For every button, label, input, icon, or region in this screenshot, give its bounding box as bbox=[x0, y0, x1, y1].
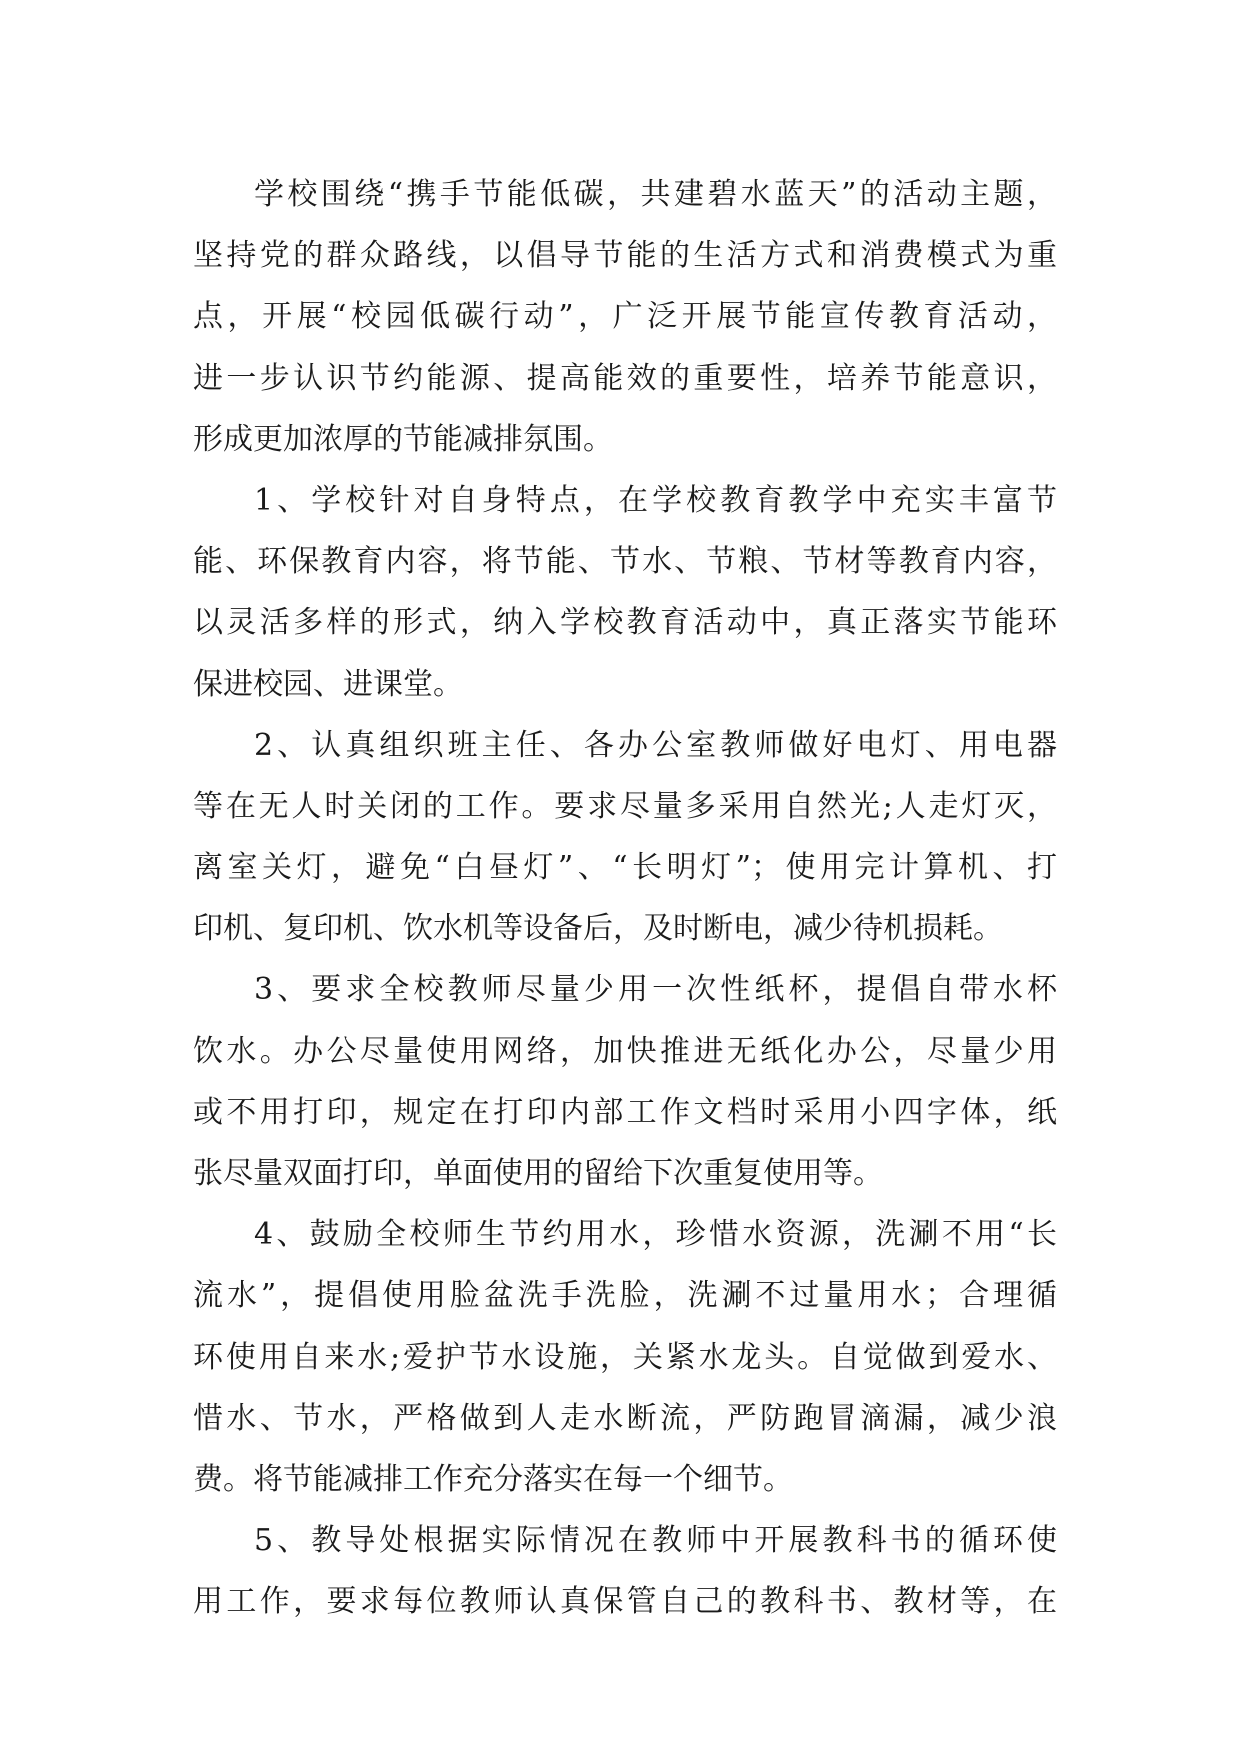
text-line: 费。将节能减排工作充分落实在每一个细节。 bbox=[193, 1461, 793, 1497]
text-line: 学校围绕“携手节能低碳，共建碧水蓝天”的活动主题， bbox=[254, 177, 1057, 212]
paragraph-item-4 bbox=[193, 1204, 1057, 1510]
document-body bbox=[193, 164, 1057, 1633]
text-line: 点，开展“校园低碳行动”，广泛开展节能宣传教育活动， bbox=[193, 299, 1057, 335]
text-line: 用工作，要求每位教师认真保管自己的教科书、教材等，在 bbox=[193, 1584, 1057, 1620]
text-line: 流水”，提倡使用脸盆洗手洗脸，洗涮不过量用水；合理循 bbox=[193, 1278, 1057, 1314]
text-line: 等在无人时关闭的工作。要求尽量多采用自然光;人走灯灭， bbox=[193, 788, 1057, 824]
text-line: 张尽量双面打印，单面使用的留给下次重复使用等。 bbox=[193, 1156, 883, 1191]
text-line: 4、鼓励全校师生节约用水，珍惜水资源，洗涮不用“长 bbox=[254, 1217, 1057, 1253]
text-line: 进一步认识节约能源、提高能效的重要性，培养节能意识， bbox=[193, 360, 1057, 396]
text-line: 形成更加浓厚的节能减排氛围。 bbox=[193, 421, 613, 457]
paragraph-item-1 bbox=[193, 470, 1057, 715]
text-line: 保进校园、进课堂。 bbox=[193, 666, 463, 702]
text-line: 环使用自来水;爱护节水设施，关紧水龙头。自觉做到爱水、 bbox=[193, 1339, 1057, 1375]
paragraph-intro bbox=[193, 164, 1057, 470]
text-line: 能、环保教育内容，将节能、节水、节粮、节材等教育内容， bbox=[193, 544, 1057, 580]
text-line: 以灵活多样的形式，纳入学校教育活动中，真正落实节能环 bbox=[193, 605, 1057, 641]
text-line: 离室关灯，避免“白昼灯”、“长明灯”；使用完计算机、打 bbox=[193, 850, 1057, 886]
text-line: 印机、复印机、饮水机等设备后，及时断电，减少待机损耗。 bbox=[193, 911, 1003, 947]
text-line: 惜水、节水，严格做到人走水断流，严防跑冒滴漏，减少浪 bbox=[193, 1400, 1057, 1436]
text-line: 1、学校针对自身特点，在学校教育教学中充实丰富节 bbox=[254, 482, 1057, 518]
text-line: 2、认真组织班主任、各办公室教师做好电灯、用电器 bbox=[254, 727, 1057, 763]
paragraph-item-5 bbox=[193, 1510, 1057, 1632]
paragraph-item-2 bbox=[193, 715, 1057, 960]
text-line: 坚持党的群众路线，以倡导节能的生活方式和消费模式为重 bbox=[193, 238, 1057, 274]
text-line: 3、要求全校教师尽量少用一次性纸杯，提倡自带水杯 bbox=[254, 972, 1057, 1008]
paragraph-item-3 bbox=[193, 959, 1057, 1204]
text-line: 饮水。办公尽量使用网络，加快推进无纸化办公，尽量少用 bbox=[193, 1033, 1057, 1069]
text-line: 5、教导处根据实际情况在教师中开展教科书的循环使 bbox=[254, 1523, 1057, 1559]
text-line: 或不用打印，规定在打印内部工作文档时采用小四字体，纸 bbox=[193, 1094, 1057, 1130]
